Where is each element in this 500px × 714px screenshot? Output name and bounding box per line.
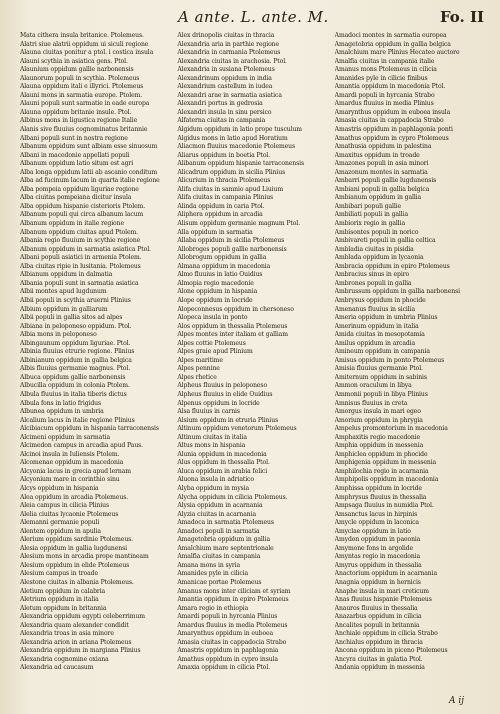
text-line: Albanum oppidum in sarmatia asiatica Ptol.: [20, 245, 151, 253]
text-line: Amilus oppidum in arcadia: [334, 339, 416, 347]
text-line: Amida ciuitas in mesopotamia: [334, 331, 425, 339]
text-line: Albanum oppidum sunt albiam esse sinuosum: [20, 143, 158, 151]
text-line: Amphaxitis regio macedonie: [334, 433, 420, 441]
text-line: Alicadrum oppidum in sicilia Plinius: [177, 168, 286, 176]
text-line: Alauni populi sunt sarmatie in eade europa: [20, 100, 150, 108]
text-line: Alcimeni oppidum in sarmatia: [20, 433, 110, 441]
text-line: Ambracius sinus in epiro: [334, 271, 410, 279]
text-line: Allobroges populi gallie narbonensis: [177, 245, 287, 253]
text-line: Amsanctus lacus in hirpinis: [334, 510, 418, 518]
text-line: Alpenus oppidum in locride: [177, 399, 260, 407]
text-line: Amanides pyle in cilicie finibus: [334, 74, 428, 82]
text-line: Amenanus fluuius in sicilia: [334, 305, 415, 313]
text-line: Aletium oppidum in calabria: [20, 587, 106, 595]
text-line: Amardus fluuius in media Ptolemeus: [177, 621, 288, 629]
text-line: Alpes cottie Ptolemeus: [177, 339, 246, 347]
text-line: Albii populi in gallia sitos ad alpes: [20, 314, 123, 322]
text-line: Ampelus promontorium in macedonia: [334, 425, 448, 433]
text-line: Alesium mons in arcadia prope mantineam: [20, 553, 149, 561]
text-line: Anazarbus oppidum in cilicia: [334, 613, 422, 621]
text-line: Albuca oppidum gallie narbonensis: [20, 373, 126, 381]
text-line: Amphigenia oppidum in messenia: [334, 459, 437, 467]
text-line: Albii montes apud lugdunum: [20, 288, 107, 296]
text-line: Aleia campus in cilicia Plinius: [20, 502, 110, 510]
text-line: Alemanni germanie populi: [20, 519, 100, 527]
text-line: Amyntas regio in macedonia: [334, 553, 421, 561]
text-line: Allaba oppidum in sicilia Ptolemeus: [177, 237, 285, 245]
text-line: Amastris oppidum in paphlagonia: [177, 647, 279, 655]
text-line: Altus mons in hispania: [177, 442, 246, 450]
text-line: Alpes rhetice: [177, 373, 217, 381]
text-line: Amalfia ciuitas in campania italie: [334, 57, 435, 65]
text-line: Aletum oppidum in britannia: [20, 604, 107, 612]
text-line: Mata cithera insula britanice. Ptolemeus.: [20, 32, 144, 39]
text-line: Amalchium mare septentrionale: [177, 544, 274, 552]
text-line: Alsium oppidum in etruria Plinius: [177, 416, 279, 424]
text-line: Alexandria ad caucasum: [20, 664, 94, 672]
text-line: Amorium oppidum in phrygia: [334, 416, 423, 424]
text-line: Amardi populi in hyrcania Strabo: [334, 91, 435, 99]
text-column-2: [177, 32, 328, 692]
text-line: Alea oppidum in arcadia Ptolemeus.: [20, 493, 129, 501]
text-line: Aluca oppidum in arabia felici: [177, 467, 268, 475]
text-line: Alanis sive fluuius cognominatus britannie: [20, 126, 148, 134]
text-line: Amathus oppidum in cypro Ptolemeus: [334, 134, 449, 142]
text-line: Amara regio in ethiopia: [177, 604, 249, 612]
text-line: Amazonum montes in sarmatia: [334, 168, 428, 176]
text-line: Alisum oppidum germanie magnum Ptol.: [177, 220, 300, 228]
text-line: Amadoci populi in sarmatia: [177, 527, 260, 535]
text-line: Alla oppidum in sarmatia: [177, 228, 253, 236]
text-line: Amanus mons Ptolemeus in cilicia: [334, 66, 437, 74]
text-line: Alerium oppidum sardinie Ptolemeus.: [20, 536, 134, 544]
text-line: Alcalium lacus in italie regione Plinius: [20, 416, 135, 424]
text-line: Albanum oppidum in italie regione: [20, 220, 124, 228]
text-line: Amasia ciuitas in cappadocia Strabo: [177, 638, 287, 646]
text-line: Alpes graie apud Plinium: [177, 348, 253, 356]
text-line: Alinda oppidum in caria Ptol.: [177, 202, 265, 210]
text-line: Alauna oppidum itali e illyrici. Ptolemeus: [20, 83, 144, 91]
text-line: Alexandri arae in sarmatia asiatica: [177, 91, 282, 99]
text-line: Amphrysus fluuius in thessalia: [334, 493, 427, 501]
text-line: Ameria oppidum in umbria Plinius: [334, 314, 438, 322]
text-line: Alauni mons in sarmatia europe. Ptolem.: [20, 91, 143, 99]
text-line: Alpes montes inter italiam et galliam: [177, 331, 288, 339]
text-line: Alexandrium castellum in iudea: [177, 83, 273, 91]
text-line: Alcyonium mare in corinthio sinu: [20, 476, 120, 484]
text-line: Amarynthus oppidum in euboea insula: [334, 108, 451, 116]
text-line: Anchiale oppidum in cilicia Strabo: [334, 630, 438, 638]
text-line: Amnisus fluuius in creta: [334, 399, 408, 407]
text-line: Alope oppidum in locride: [177, 296, 253, 304]
text-line: Albanum oppidum ciuitas apud Ptolem.: [20, 228, 138, 236]
text-line: Ambladia ciuitas in pisidia: [334, 245, 414, 253]
text-line: Alus oppidum in thessalia Ptol.: [177, 459, 270, 467]
text-line: Albiana in peloponeso oppidum. Ptol.: [20, 322, 132, 330]
text-line: Aliarus oppidum in boetia Ptol.: [177, 151, 271, 159]
text-line: Alsa fluuius in carnis: [177, 408, 240, 416]
text-line: Alexandria quam alexander condidit: [20, 621, 129, 629]
text-line: Albania regio fluuium in scythie regione: [20, 237, 141, 245]
text-line: Alba oppidum hispanie cisterioris Ptolem.: [20, 202, 146, 210]
text-line: Alopeconnesus oppidum in chersoneso: [177, 305, 294, 313]
text-line: Anas fluuius hispanie Ptolemeus: [334, 596, 432, 604]
text-line: Amphilochia regio in acarnania: [334, 467, 429, 475]
text-line: Alaunium oppidum gallie narbonensis: [20, 66, 134, 74]
text-line: Ammonii populi in libya Plinius: [334, 390, 428, 398]
text-line: Aletrium oppidum in italia: [20, 596, 99, 604]
text-line: Ambibari populi gallie: [334, 202, 402, 210]
text-line: Ambrussum oppidum in gallia narbonensi: [334, 288, 460, 296]
text-line: Alelia ciuitas lycaonie Ptolemeus: [20, 510, 119, 518]
text-line: Alcibiacum oppidum in hispania tarraconensis: [20, 425, 159, 433]
text-line: Albani in macedonie appellati populi: [20, 151, 130, 159]
text-line: Alycha oppidum in cilicia Ptolemeus.: [177, 493, 288, 501]
text-line: Alexandria arion in ariana Ptolemeus: [20, 638, 132, 646]
text-line: Alentem oppidum in apulia: [20, 527, 101, 535]
text-line: Alesium oppidum in elide Ptolemeus: [20, 561, 130, 569]
text-line: Alexandria oppidum in margiana Plinius: [20, 647, 141, 655]
text-columns: [20, 32, 486, 692]
text-line: Alexandria cognomine oxiana: [20, 655, 109, 663]
text-line: Alysia oppidum in acarnania: [177, 502, 263, 510]
text-line: Alcimedon campus in arcadia apud Paus.: [20, 442, 144, 450]
text-line: Ambarri populi gallie lugdunensis: [334, 177, 437, 185]
text-line: Amadoca in sarmatia Ptolemeus: [177, 519, 274, 527]
text-line: Ambrones populi in gallia: [334, 279, 412, 287]
text-line: Alaunorum populi in scythia. Ptolemeus: [20, 74, 140, 82]
text-line: Almo fluuius in latio Ouidius: [177, 271, 263, 279]
text-line: Alcyonia lacus in grecia apud lernam: [20, 467, 131, 475]
text-line: Albianum oppidum in dalmatia: [20, 271, 113, 279]
text-line: Ambiani populi in gallia belgica: [334, 185, 430, 193]
text-line: Amyclae oppidum in latio: [334, 527, 411, 535]
text-line: Alpes maritime: [177, 356, 223, 364]
text-column-3: [335, 32, 486, 692]
text-line: Alesium campus in troade: [20, 570, 98, 578]
running-head: A ante. L. ante. M.: [178, 8, 329, 26]
text-line: Alos oppidum in thessalia Ptolemeus: [177, 322, 288, 330]
text-line: Alcinoi insula in Iuliensis Ptolem.: [20, 450, 120, 458]
text-line: Alibanum oppidum hispanie tarraconensis: [177, 160, 305, 168]
text-line: Amantia oppidum in macedonia Ptol.: [334, 83, 446, 91]
text-line: Ambracia oppidum in epiro Ptolemeus: [334, 262, 450, 270]
text-line: Ampsaga fluuius in numidia Ptol.: [334, 502, 434, 510]
text-line: Andania oppidum in messenia: [334, 664, 425, 672]
text-line: Alexandri portus in gedrosia: [177, 100, 263, 108]
text-line: Amisus oppidum in ponto Ptolemeus: [334, 356, 445, 364]
text-line: Ancyra ciuitas in galatia Ptol.: [334, 655, 423, 663]
text-line: Amagetobria oppidum in gallia belgica: [334, 40, 451, 48]
text-line: Amiternum oppidum in sabinis: [334, 373, 427, 381]
text-line: Alpheus fluuius in elide Ouidius: [177, 390, 273, 398]
text-line: Aliacmon fluuius macedonie Ptolemeus: [177, 143, 295, 151]
text-line: Alba longa oppidum latii ab ascanio conditum: [20, 168, 158, 176]
text-line: Amazones populi in asia minori: [334, 160, 429, 168]
text-line: Alauna ciuitas ponitur a ptol. i costica insula: [20, 49, 154, 57]
text-line: Alba ciuitas ripie in lusitania. Ptolemeus: [20, 262, 141, 270]
text-line: Alexandria troas in asia minore: [20, 630, 114, 638]
text-line: Amathusia oppidum in palestina: [334, 143, 432, 151]
folio-number: Fo. II: [439, 8, 484, 26]
text-line: Alyba oppidum in mysia: [177, 484, 250, 492]
text-line: Alexandria ciuitas in arachosia. Ptol.: [177, 57, 287, 65]
text-line: Albani populi asiatici in armenia Ptolem.: [20, 254, 142, 262]
text-line: Ambianum oppidum in gallia: [334, 194, 422, 202]
text-line: Alex drinopolis ciuitas in thracia: [177, 32, 275, 39]
text-column-1: [20, 32, 171, 692]
text-line: Alicurium in thracia Ptolemeus: [177, 177, 271, 185]
text-line: Albii populi in scythia aruerni Plinius: [20, 296, 131, 304]
text-line: Amymone fons in argolide: [334, 544, 414, 552]
text-line: Amardi populi in hyrcania Plinius: [177, 613, 278, 621]
text-line: Anagnia oppidum in hernicis: [334, 579, 421, 586]
text-line: Amanicae portae Ptolemeus: [177, 579, 262, 586]
text-line: Allobrogum oppidum in gallia: [177, 254, 267, 262]
text-line: Albium oppidum in galliarum: [20, 305, 108, 313]
text-line: Amaxia oppidum in cilicia Ptol.: [177, 664, 271, 672]
text-line: Albanum populi qui circa albanum lacum: [20, 211, 144, 219]
text-line: Albinianum oppidum in gallia belgica: [20, 356, 132, 364]
text-line: Alesia oppidum in gallia lugdunensi: [20, 544, 127, 552]
text-line: Albinia fluuius etrurie regione. Plinius: [20, 348, 135, 356]
text-line: Ancalites populi in britannia: [334, 621, 420, 629]
text-line: Alpheus fluuius in peloponeso: [177, 382, 268, 390]
text-line: Alexandria aria in parthie regione: [177, 40, 279, 48]
text-line: Ambrysus oppidum in phocide: [334, 296, 426, 304]
text-line: Amaxitus oppidum in troade: [334, 151, 420, 159]
text-line: Alopeca insula in ponto: [177, 314, 248, 322]
text-line: Amisia fluuius germanie Ptol.: [334, 365, 423, 373]
text-line: Ancona oppidum in piceno Ptolemeus: [334, 647, 448, 655]
text-line: Amycle oppidum in laconica: [334, 519, 419, 527]
signature-mark: A ij: [448, 696, 464, 706]
text-line: Ambisontes populi in norico: [334, 228, 419, 236]
text-line: Anchialus oppidum in thracia: [334, 638, 423, 646]
text-line: Alatri siue alatrii oppidum ui siculi regione: [20, 40, 149, 48]
text-line: Amphiclea oppidum in phocide: [334, 450, 428, 458]
text-line: Amineum oppidum in campania: [334, 348, 430, 356]
text-line: Albucilla oppidum in colonia Ptolem.: [20, 382, 130, 390]
text-line: Altinum oppidum venetorum Ptolemeus: [177, 425, 297, 433]
text-line: Amalchium mare Plinius Hecateo auctore: [334, 49, 460, 57]
text-line: Algidus mons in latio apud Horatium: [177, 134, 288, 142]
text-line: Amagetobria oppidum in gallia: [177, 536, 270, 544]
text-line: Alunia oppidum in macedonia: [177, 450, 267, 458]
text-line: Altinum ciuitas in italia: [177, 433, 247, 441]
text-line: Albinus mons in ligustica regione Italie: [20, 117, 138, 125]
text-line: Amerinum oppidum in italia: [334, 322, 419, 330]
text-line: Alba pompeia oppidum liguriae regione: [20, 185, 139, 193]
text-line: Anauros fluuius in thessalia: [334, 604, 418, 612]
text-line: Anaphe insula in mari creticum: [334, 587, 429, 595]
text-line: Alone oppidum in hispania: [177, 288, 258, 296]
text-line: Alba ad fucinum lacum in quarta italie regione: [20, 177, 160, 185]
text-line: Amphissa oppidum in locride: [334, 484, 422, 492]
text-line: Amardus fluuius in media Plinius: [334, 100, 434, 108]
text-line: Amblada oppidum in lycaonia: [334, 254, 424, 262]
text-line: Amana mons in syria: [177, 561, 241, 569]
text-line: Almopia regio macedonie: [177, 279, 254, 287]
text-line: Ammon oraculum in libya: [334, 382, 412, 390]
text-line: Albania populi sunt in sarmatia asiatica: [20, 279, 139, 287]
text-line: Alyzia ciuitas in acarnania: [177, 510, 256, 518]
text-line: Albanum oppidum latio situm est agri: [20, 160, 134, 168]
text-line: Alexandria in carmania Ptolemeus: [177, 49, 281, 57]
text-line: Aliphera oppidum in arcadia: [177, 211, 263, 219]
text-line: Amarynthus oppidum in euboea: [177, 630, 274, 638]
text-line: Amadoci montes in sarmatia europea: [334, 32, 447, 39]
text-line: Ambivareti populi in gallia celtica: [334, 237, 436, 245]
text-line: Amorgus insula in mari egeo: [334, 408, 421, 416]
text-line: Albani populi sunt in nostra regione: [20, 134, 128, 142]
text-line: Ambiorix regio in gallia: [334, 220, 405, 228]
text-line: Albingaunum oppidum liguriae. Ptol.: [20, 339, 131, 347]
text-line: Amphia oppidum in messenia: [334, 442, 424, 450]
text-line: Amphipolis oppidum in macedonia: [334, 476, 439, 484]
text-line: Ambiliati populi in gallia: [334, 211, 409, 219]
text-line: Amyrus oppidum in thessalia: [334, 561, 422, 569]
text-line: Alcys oppidum in hispania: [20, 484, 99, 492]
text-line: Alexandria in susiana Ptolemeus: [177, 66, 275, 74]
text-line: Albia mons in peloponeso: [20, 331, 97, 339]
text-line: Alexandri insula in sinu persico: [177, 108, 272, 116]
text-line: Alauni scythia in asiatica gens. Ptol.: [20, 57, 128, 65]
page-header: [0, 4, 500, 30]
text-line: Alpes pennine: [177, 365, 220, 373]
text-line: Albula fons in latio frigidus: [20, 399, 102, 407]
text-line: Aluona insula in adriatico: [177, 476, 254, 484]
text-line: Alcomenae oppidum in macedonia: [20, 459, 124, 467]
text-line: Alfaterna ciuitas in campania: [177, 117, 266, 125]
text-line: Alexandria oppidum egypti celeberrimum: [20, 613, 145, 621]
text-line: Alauna oppidum britanie insule. Ptol.: [20, 108, 132, 116]
text-line: Alifa ciuitas in campania Plinius: [177, 194, 274, 202]
text-line: Amydon oppidum in paeonia: [334, 536, 421, 544]
text-line: Almana oppidum in macedonia: [177, 262, 271, 270]
text-line: Albis fluuius germanie magnus. Ptol.: [20, 365, 131, 373]
text-line: Algidum oppidum in latio prope tusculum: [177, 126, 302, 134]
text-line: Alestone ciuitas in albania Ptolemeus.: [20, 579, 134, 586]
text-line: Amastris oppidum in paphlagonia ponti: [334, 126, 453, 134]
text-line: Amanus mons inter ciliciam et syriam: [177, 587, 291, 595]
text-line: Alba ciuitas pompeiana dicitur insula: [20, 194, 132, 202]
text-line: Anactorium oppidum in acarnania: [334, 570, 437, 578]
text-line: Amantia oppidum in epiro Ptolemeus: [177, 596, 289, 604]
text-line: Albunea oppidum in umbria: [20, 408, 104, 416]
text-line: Alexandrinum oppidum in india: [177, 74, 272, 82]
text-line: Alifa ciuitas in samnio apud Liuium: [177, 185, 284, 193]
text-line: Amalfia ciuitas in campania: [177, 553, 261, 561]
text-line: Amasia ciuitas in cappadocia Strabo: [334, 117, 444, 125]
text-line: Amanides pyle in cilicia: [177, 570, 249, 578]
text-line: Amathus oppidum in cypro insula: [177, 655, 278, 663]
text-line: Albula fluuius in italia tiberis dictus: [20, 390, 127, 398]
